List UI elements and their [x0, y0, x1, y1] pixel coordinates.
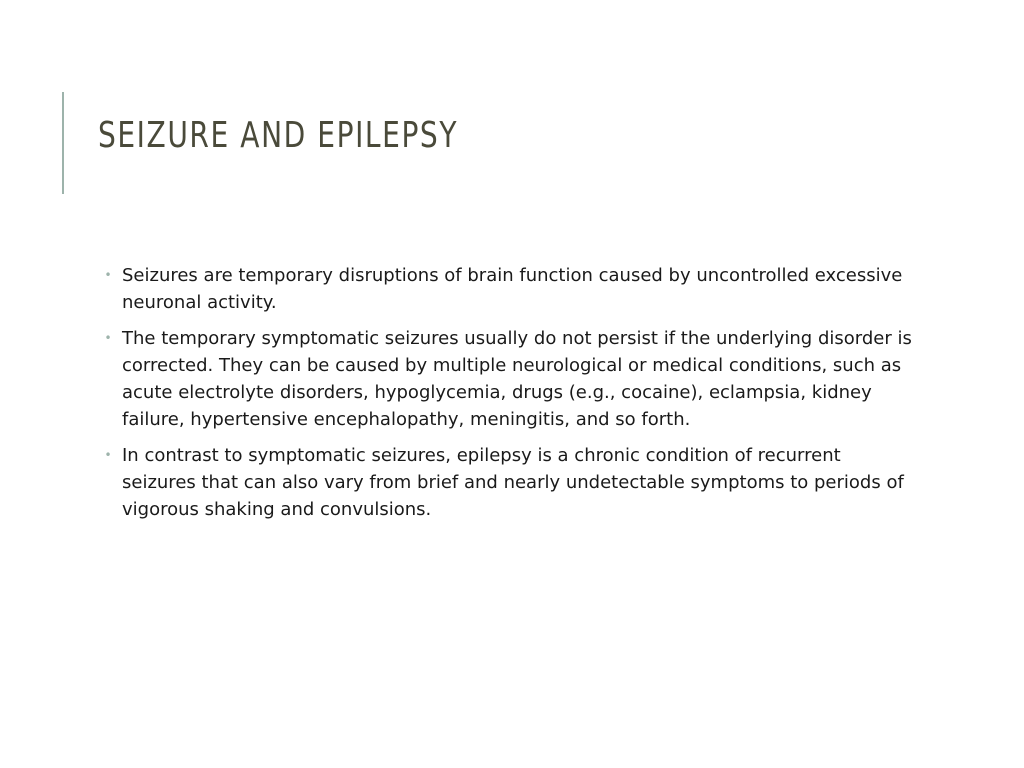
bullet-list: [100, 262, 915, 532]
bullet-dot-icon: •: [104, 448, 112, 462]
bullet-dot-icon: •: [104, 331, 112, 345]
bullet-item-seizure-definition: [100, 262, 915, 316]
bullet-text: In contrast to symptomatic seizures, epilepsy is a chronic condition of recurrent seizures that can also vary from brief and nearly undetectable symptoms to periods of vigorous shaking and convulsions.: [122, 445, 904, 520]
bullet-dot-icon: •: [104, 268, 112, 282]
title-accent-bar: [62, 92, 64, 194]
bullet-text: Seizures are temporary disruptions of brain function caused by uncontrolled excessive neuronal activity.: [122, 265, 903, 313]
bullet-text: The temporary symptomatic seizures usually do not persist if the underlying disorder is corrected. They can be caused by multiple neurological or medical conditions, such as acute electrolyte disorders, hypoglycemia, drugs (e.g., cocaine), eclampsia, kidney failure, hypertensive encephalopathy, meningitis, and so forth.: [122, 328, 912, 430]
bullet-item-symptomatic-seizures: [100, 325, 915, 433]
slide-title: SEIZURE AND EPILEPSY: [98, 115, 459, 156]
bullet-item-epilepsy-definition: [100, 442, 915, 523]
